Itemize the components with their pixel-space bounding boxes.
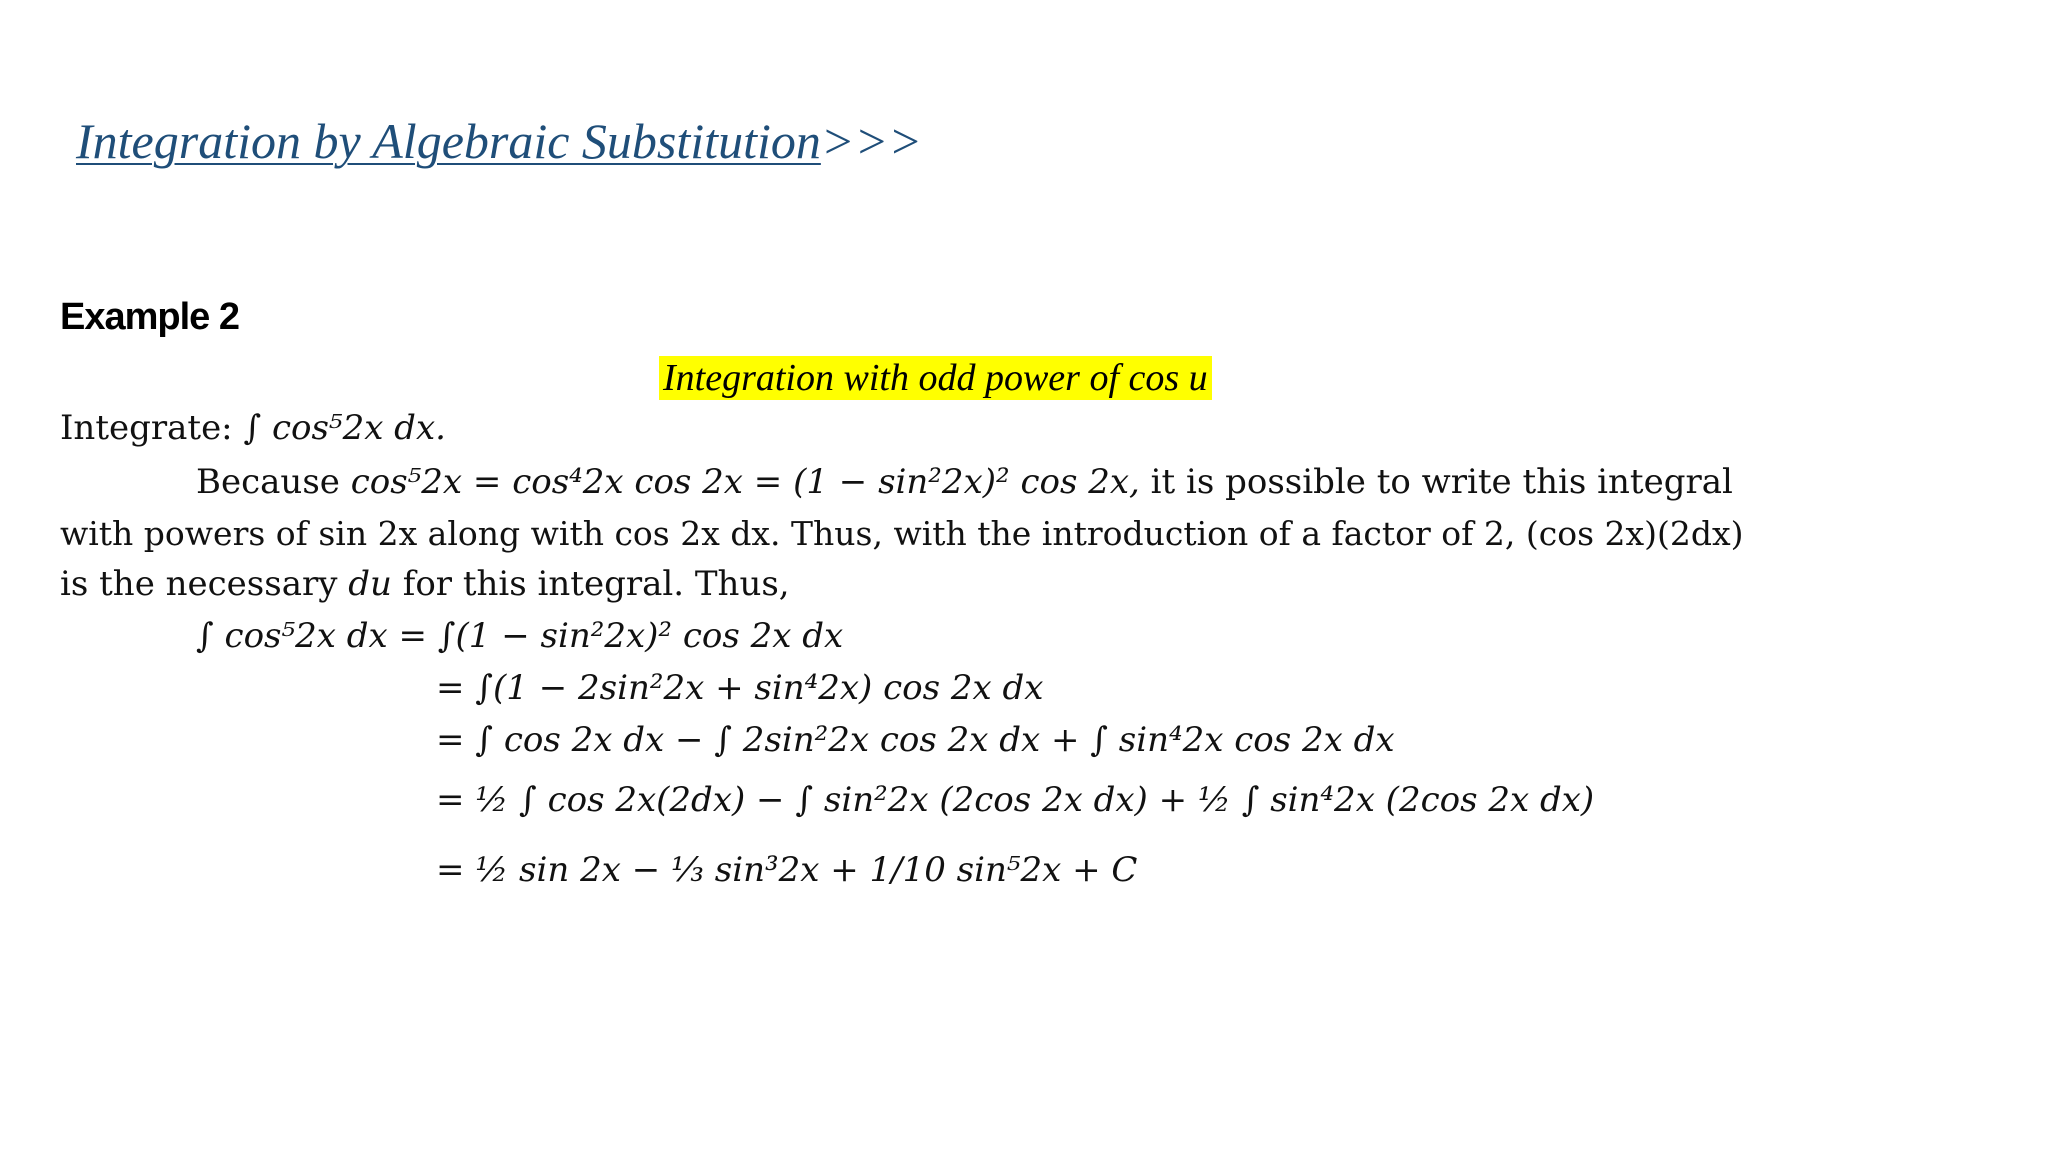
paragraph-identity: cos⁵2x = cos⁴2x cos 2x = (1 − sin²2x)² cos 2x,	[350, 462, 1140, 502]
derivation-step-1-rhs: = ∫(1 − sin²2x)² cos 2x dx	[398, 616, 844, 656]
integrate-line	[60, 406, 446, 450]
title-link-text[interactable]: Integration by Algebraic Substitution	[76, 113, 821, 169]
title-link[interactable]	[76, 112, 922, 170]
derivation-step-1	[196, 614, 843, 658]
derivation-step-5: = ½ sin 2x − ⅓ sin³2x + 1/10 sin⁵2x + C	[436, 850, 1138, 890]
integrate-label: Integrate:	[60, 408, 233, 448]
paragraph-line-3-b: for this integral. Thus,	[402, 564, 790, 604]
derivation-step-4: = ½ ∫ cos 2x(2dx) − ∫ sin²2x (2cos 2x dx) + ½ ∫ sin⁴2x (2cos 2x dx)	[436, 780, 1595, 820]
paragraph-line-3	[60, 562, 790, 606]
paragraph-line-3-a: is the necessary	[60, 564, 338, 604]
example-heading: Example 2	[60, 296, 239, 338]
derivation-step-3: = ∫ cos 2x dx − ∫ 2sin²2x cos 2x dx + ∫ sin⁴2x cos 2x dx	[436, 720, 1395, 760]
paragraph-because: Because	[196, 462, 340, 502]
paragraph-du: du	[348, 564, 392, 604]
paragraph-line-2: with powers of sin 2x along with cos 2x dx. Thus, with the introduction of a factor of 2, (cos 2x)(2dx)	[60, 514, 1744, 553]
paragraph-line-1-suffix: it is possible to write this integral	[1150, 462, 1733, 502]
integrate-expression: ∫ cos⁵2x dx.	[243, 408, 446, 448]
derivation-step-2: = ∫(1 − 2sin²2x + sin⁴2x) cos 2x dx	[436, 668, 1044, 708]
title-link-arrows[interactable]: >>>	[820, 113, 923, 169]
paragraph-line-1	[196, 460, 1733, 504]
highlighted-subtitle: Integration with odd power of cos u	[659, 356, 1212, 400]
derivation-step-1-lhs: ∫ cos⁵2x dx	[196, 616, 388, 656]
